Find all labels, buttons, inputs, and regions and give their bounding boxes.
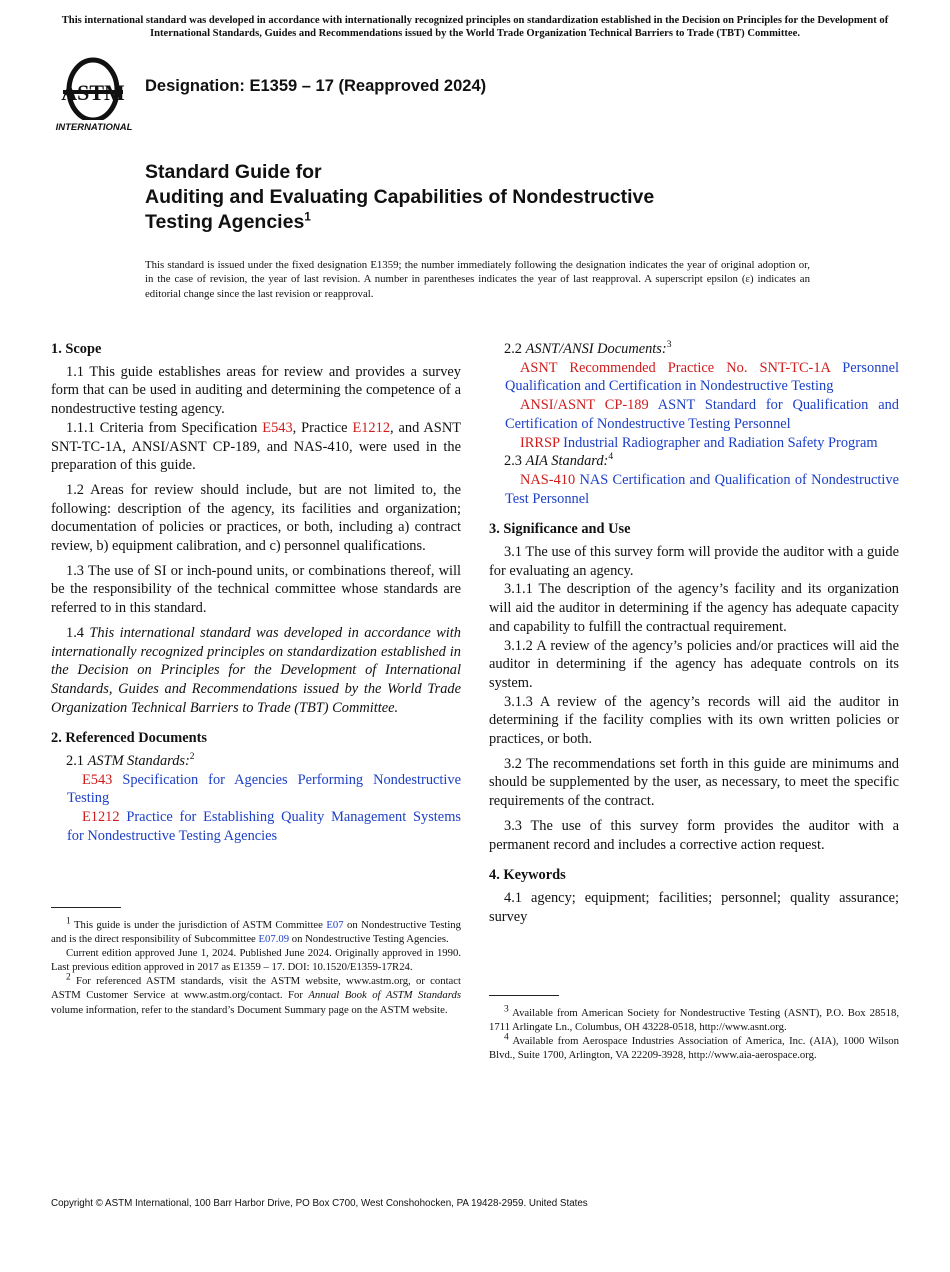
subsection-asnt-documents: 2.2 ASNT/ANSI Documents:$^3$ (504, 340, 672, 357)
footnotes-right (489, 995, 899, 1062)
footnote-2: $^2$ For referenced ASTM standards, visit the ASTM website, www.astm.org, or contact ASTM Customer Service at www.astm.org/contact. For Annual Book of ASTM Standards volume information, refer to the standard’s Document Summary page on the ASTM website. (51, 972, 462, 1016)
para-1-3: 1.3 The use of SI or inch-pound units, or combinations thereof, will be the responsibility of the technical committee whose standards are referred to in this standard. (51, 562, 461, 617)
ref-cp-189[interactable] (489, 396, 899, 433)
footnote-1: $^1$ This guide is under the jurisdiction of ASTM Committee E07 on Nondestructive Testing and is the direct responsibility of Subcommittee E07.09 on Nondestructive Testing Agencies. (51, 916, 461, 946)
subsection-aia-standard: 2.3 AIA Standard:$^4$ (504, 452, 614, 470)
document-title (145, 160, 865, 235)
section-heading-significance: 3. Significance and Use (489, 521, 631, 538)
ref-e1212[interactable] (51, 808, 461, 845)
link-e543[interactable]: E543 (262, 419, 293, 436)
para-1-4: 1.4 This international standard was developed in accordance with internationally recognized principles on standardization established in the Decision on Principles for the Development of International Standards, Guides and Recommendations issued by the World Trade Organization Technical Barriers to Trade (TBT) Committee. (51, 624, 461, 716)
ref-title-e1212[interactable]: Practice for Establishing Quality Management Systems for Nondestructive Testing Agencies (67, 809, 461, 844)
section-heading-referenced-documents: 2. Referenced Documents (51, 730, 207, 747)
ref-code-nas-410[interactable]: NAS-410 (520, 471, 576, 488)
para-3-1-3: 3.1.3 A review of the agency’s records will aid the auditor in determining if the facility complies with its own written policies or practices, or both. (489, 693, 899, 748)
ref-title-snt-tc-1a[interactable]: Personnel Qualification and Certification in Nondestructive Testing (505, 359, 899, 395)
para-3-1-2: 3.1.2 A review of the agency’s policies and/or practices will aid the auditor in determining if the agency has adequate controls on its system. (489, 637, 899, 691)
ref-e543[interactable] (51, 771, 461, 808)
para-1-1: 1.1 This guide establishes areas for review and provides a survey form that can be used in auditing and determining the competence of a nondestructive testing agency. (51, 363, 461, 418)
ref-nas-410[interactable] (489, 471, 899, 508)
para-3-1-1: 3.1.1 The description of the agency’s facility and its organization will aid the auditor in determining if the agency has adequate capacity and capability to fulfill the contractual requirement. (489, 581, 899, 635)
title-line-3: Testing Agencies$^1$ (145, 209, 311, 233)
ref-code-e543[interactable]: E543 (82, 771, 113, 788)
link-e07[interactable]: E07 (326, 919, 344, 931)
footnotes-left (51, 907, 461, 1017)
para-3-2: 3.2 The recommendations set forth in this guide are minimums and should be supplemented by the user, as necessary, to meet the specific requirements of the contract. (489, 755, 899, 810)
para-1-2: 1.2 Areas for review should include, but are not limited to, the following: description of the agency, its facilities and organization; documentation of policies or practices, or both, including a) contract review, b) equipment calibration, and c) personnel qualifications. (51, 481, 461, 555)
left-column (51, 340, 461, 846)
link-e1212[interactable]: E1212 (352, 419, 391, 436)
ref-code-cp-189[interactable]: ANSI/ASNT CP-189 (520, 397, 649, 414)
footnote-divider (51, 907, 121, 908)
ref-code-e1212[interactable]: E1212 (82, 809, 120, 826)
ref-code-irrsp[interactable]: IRRSP (520, 434, 560, 451)
svg-text:ASTM: ASTM (61, 80, 125, 105)
title-line-1: Standard Guide for (145, 161, 322, 183)
para-3-1: 3.1 The use of this survey form will provide the auditor with a guide for evaluating an agency. (489, 544, 899, 579)
ref-title-nas-410[interactable]: NAS Certification and Qualification of Nondestructive Test Personnel (505, 471, 900, 507)
copyright-line: Copyright © ASTM International, 100 Barr Harbor Drive, PO Box C700, West Conshohocken, PA 19428-2959. United States (51, 1198, 588, 1209)
para-4-1: 4.1 agency; equipment; facilities; personnel; quality assurance; survey (489, 889, 899, 925)
wto-notice: This international standard was developed in accordance with internationally recognized principles on standardization established in the Decision on Principles for the Development of International Standards, Guides and Recommendations issued by the World Trade Organization Technical Barriers to Trade (TBT) Committee. (61, 15, 889, 39)
ref-irrsp[interactable] (489, 434, 899, 453)
svg-text:INTERNATIONAL: INTERNATIONAL (55, 122, 133, 132)
ref-title-e543[interactable]: Specification for Agencies Performing Nondestructive Testing (67, 771, 461, 807)
title-footnote-mark: 1 (304, 209, 311, 224)
footnote-4: $^4$ Available from Aerospace Industries Association of America, Inc. (AIA), 1000 Wilson Blvd., Suite 1700, Arlington, VA 22209-3928, http://www.aia-aerospace.org. (489, 1032, 899, 1062)
right-column (489, 340, 899, 926)
footnote-3: $^3$ Available from American Society for Nondestructive Testing (ASNT), P.O. Box 28518, 1711 Arlingate Ln., Columbus, OH 43228-0518, http://www.asnt.org. (489, 1004, 899, 1034)
footnote-1-edition: Current edition approved June 1, 2024. Published June 2024. Originally approved in 1990. Last previous edition approved in 2017 as E1359 – 17. DOI: 10.1520/E1359-17R24. (51, 947, 461, 974)
footnote-divider (489, 995, 559, 996)
section-heading-keywords: 4. Keywords (489, 867, 566, 884)
section-heading-scope: 1. Scope (51, 341, 102, 357)
para-1-1-1: 1.1.1 Criteria from Specification E543, Practice E1212, and ASNT SNT-TC-1A, ANSI/ASNT CP-189, and NAS-410, were used in the preparation of this guide. (51, 419, 461, 474)
ref-title-irrsp[interactable]: Industrial Radiographer and Radiation Safety Program (563, 434, 878, 451)
issue-note: This standard is issued under the fixed designation E1359; the number immediately following the designation indicates the year of original adoption or, in the case of revision, the year of last revision. A number in parentheses indicates the year of last reapproval. A superscript epsilon (ε) indicates an editorial change since the last revision or reapproval. (145, 259, 810, 300)
link-e07-09[interactable]: E07.09 (258, 933, 290, 946)
designation: Designation: E1359 – 17 (Reapproved 2024) (145, 77, 487, 95)
title-line-2: Auditing and Evaluating Capabilities of Nondestructive (145, 186, 655, 208)
subsection-astm-standards: 2.1 ASTM Standards:$^2$ (66, 752, 195, 770)
astm-logo (53, 56, 135, 132)
ref-code-snt-tc-1a[interactable]: ASNT Recommended Practice No. SNT-TC-1A (520, 359, 831, 376)
ref-title-cp-189[interactable]: ASNT Standard for Qualification and Certification of Nondestructive Testing Personnel (505, 397, 899, 432)
para-3-3: 3.3 The use of this survey form provides the auditor with a permanent record and includes a corrective action request. (489, 817, 899, 853)
ref-snt-tc-1a[interactable] (489, 359, 899, 396)
